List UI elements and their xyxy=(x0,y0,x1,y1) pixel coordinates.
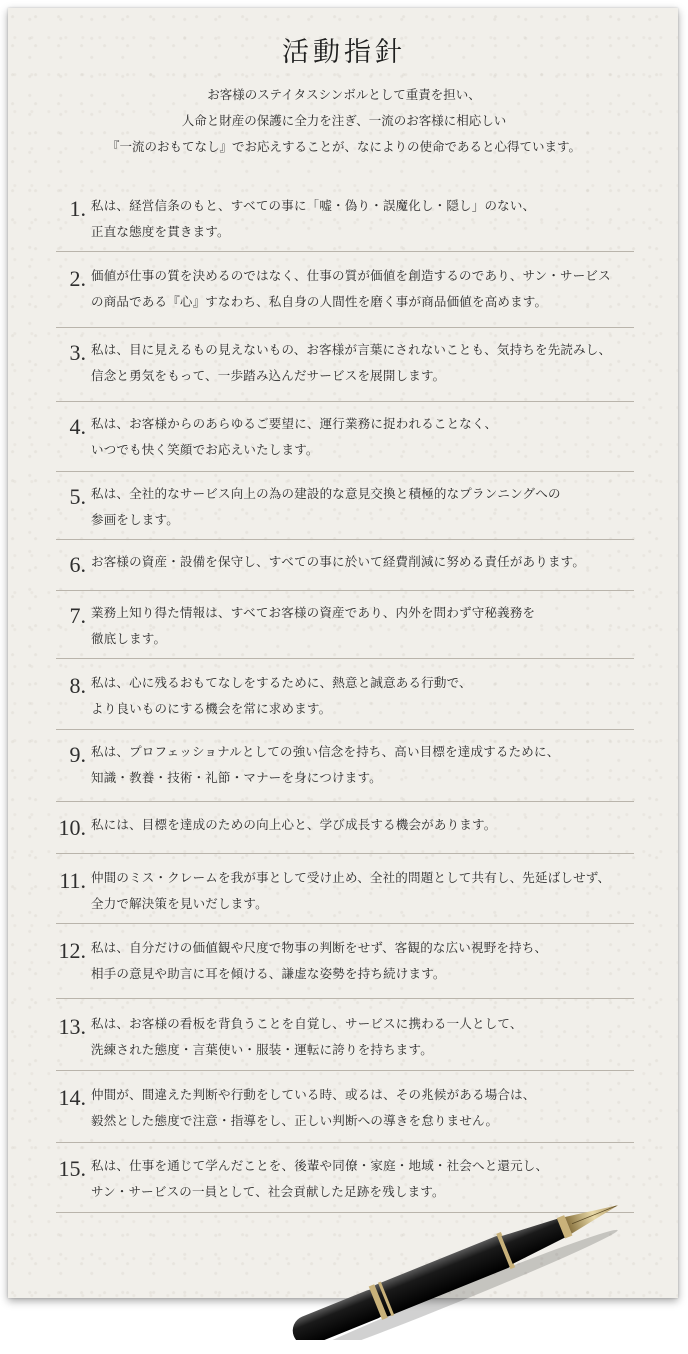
divider xyxy=(56,853,634,854)
fountain-pen-icon xyxy=(270,1190,670,1340)
item-text xyxy=(91,411,497,463)
item-text xyxy=(91,481,561,533)
divider xyxy=(56,251,634,252)
item-line: 私は、目に見えるもの見えないもの、お客様が言葉にされないことも、気持ちを先読みし、 xyxy=(91,342,612,357)
item-number: 6. xyxy=(69,552,86,577)
divider xyxy=(56,998,634,999)
item-line: 知識・教養・技術・礼節・マナーを身につけます。 xyxy=(91,770,382,785)
item-line: 私は、全社的なサービス向上の為の建設的な意見交換と積極的なプランニングへの xyxy=(91,486,561,501)
item-number: 1. xyxy=(69,196,86,221)
item-line: 信念と勇気をもって、一歩踏み込んだサービスを展開します。 xyxy=(91,368,446,383)
divider xyxy=(56,539,634,540)
item-line: サン・サービスの一員として、社会貢献した足跡を残します。 xyxy=(91,1184,445,1199)
item-line: 私は、心に残るおもてなしをするために、熱意と誠意ある行動で、 xyxy=(91,675,472,690)
item-number: 14. xyxy=(58,1085,86,1110)
item-line: 私には、目標を達成のための向上心と、学び成長する機会があります。 xyxy=(91,817,497,832)
divider xyxy=(56,923,634,924)
intro-line: 人命と財産の保護に全力を注ぎ、一流のお客様に相応しい xyxy=(181,113,507,128)
item-text xyxy=(91,670,472,722)
item-line: より良いものにする機会を常に求めます。 xyxy=(91,701,332,716)
item-line: 参画をします。 xyxy=(91,512,179,527)
item-number: 3. xyxy=(69,340,86,365)
divider xyxy=(56,801,634,802)
item-number: 4. xyxy=(69,414,86,439)
item-line: 私は、経営信条のもと、すべての事に「嘘・偽り・誤魔化し・隠し」のない、 xyxy=(91,198,536,213)
item-line: 相手の意見や助言に耳を傾ける、謙虚な姿勢を持ち続けます。 xyxy=(91,966,446,981)
item-number: 10. xyxy=(58,815,86,840)
item-number: 8. xyxy=(69,673,86,698)
intro-text xyxy=(0,82,688,160)
intro-line: 『一流のおもてなし』でお応えすることが、なによりの使命であると心得ています。 xyxy=(106,139,581,154)
item-line: 私は、お客様の看板を背負うことを自覚し、サービスに携わる一人として、 xyxy=(91,1016,523,1031)
item-text xyxy=(91,549,585,575)
item-number: 5. xyxy=(69,484,86,509)
item-text xyxy=(91,193,535,245)
item-text xyxy=(91,1082,536,1134)
item-text xyxy=(91,812,496,838)
item-line: 全力で解決策を見いだします。 xyxy=(91,896,268,911)
divider xyxy=(56,471,634,472)
item-line: 価値が仕事の質を決めるのではなく、仕事の質が価値を創造するのであり、サン・サービス xyxy=(91,268,611,283)
item-number: 15. xyxy=(58,1156,86,1181)
item-line: いつでも快く笑顔でお応えいたします。 xyxy=(91,442,319,457)
item-line: 仲間が、間違えた判断や行動をしている時、或るは、その兆候がある場合は、 xyxy=(91,1087,536,1102)
item-number: 13. xyxy=(58,1014,86,1039)
item-number: 7. xyxy=(69,603,86,628)
item-line: お客様の資産・設備を保守し、すべての事に於いて経費削減に努める責任があります。 xyxy=(91,554,586,569)
item-line: 毅然とした態度で注意・指導をし、正しい判断への導きを怠りません。 xyxy=(91,1113,499,1128)
item-number: 2. xyxy=(69,266,86,291)
item-number: 12. xyxy=(58,938,86,963)
item-line: 私は、プロフェッショナルとしての強い信念を持ち、高い目標を達成するために、 xyxy=(91,744,560,759)
divider xyxy=(56,401,634,402)
item-line: 徹底します。 xyxy=(91,631,167,646)
divider xyxy=(56,658,634,659)
item-line: 私は、お客様からのあらゆるご要望に、運行業務に捉われることなく、 xyxy=(91,416,498,431)
item-line: 私は、自分だけの価値観や尺度で物事の判断をせず、客観的な広い視野を持ち、 xyxy=(91,940,548,955)
item-line: 業務上知り得た情報は、すべてお客様の資産であり、内外を問わず守秘義務を xyxy=(91,605,536,620)
item-number: 9. xyxy=(69,742,86,767)
item-line: 正直な態度を貫きます。 xyxy=(91,224,230,239)
item-text xyxy=(91,263,611,315)
divider xyxy=(56,729,634,730)
item-line: 私は、仕事を通じて学んだことを、後輩や同僚・家庭・地域・社会へと還元し、 xyxy=(91,1158,549,1173)
divider xyxy=(56,1142,634,1143)
item-number: 11. xyxy=(59,868,86,893)
item-line: 仲間のミス・クレームを我が事として受け止め、全社的問題として共有し、先延ばしせず、 xyxy=(91,870,611,885)
item-text xyxy=(91,935,547,987)
divider xyxy=(56,590,634,591)
intro-line: お客様のステイタスシンボルとして重責を担い、 xyxy=(207,87,481,102)
item-text xyxy=(91,600,535,652)
item-text xyxy=(91,1011,523,1063)
item-line: の商品である『心』すなわち、私自身の人間性を磨く事が商品価値を高めます。 xyxy=(91,294,548,309)
divider xyxy=(56,327,634,328)
item-text xyxy=(91,739,559,791)
divider xyxy=(56,1070,634,1071)
page-title: 活動指針 xyxy=(282,37,406,68)
item-text xyxy=(91,337,611,389)
item-line: 洗練された態度・言葉使い・服装・運転に誇りを持ちます。 xyxy=(91,1042,433,1057)
item-text xyxy=(91,865,610,917)
